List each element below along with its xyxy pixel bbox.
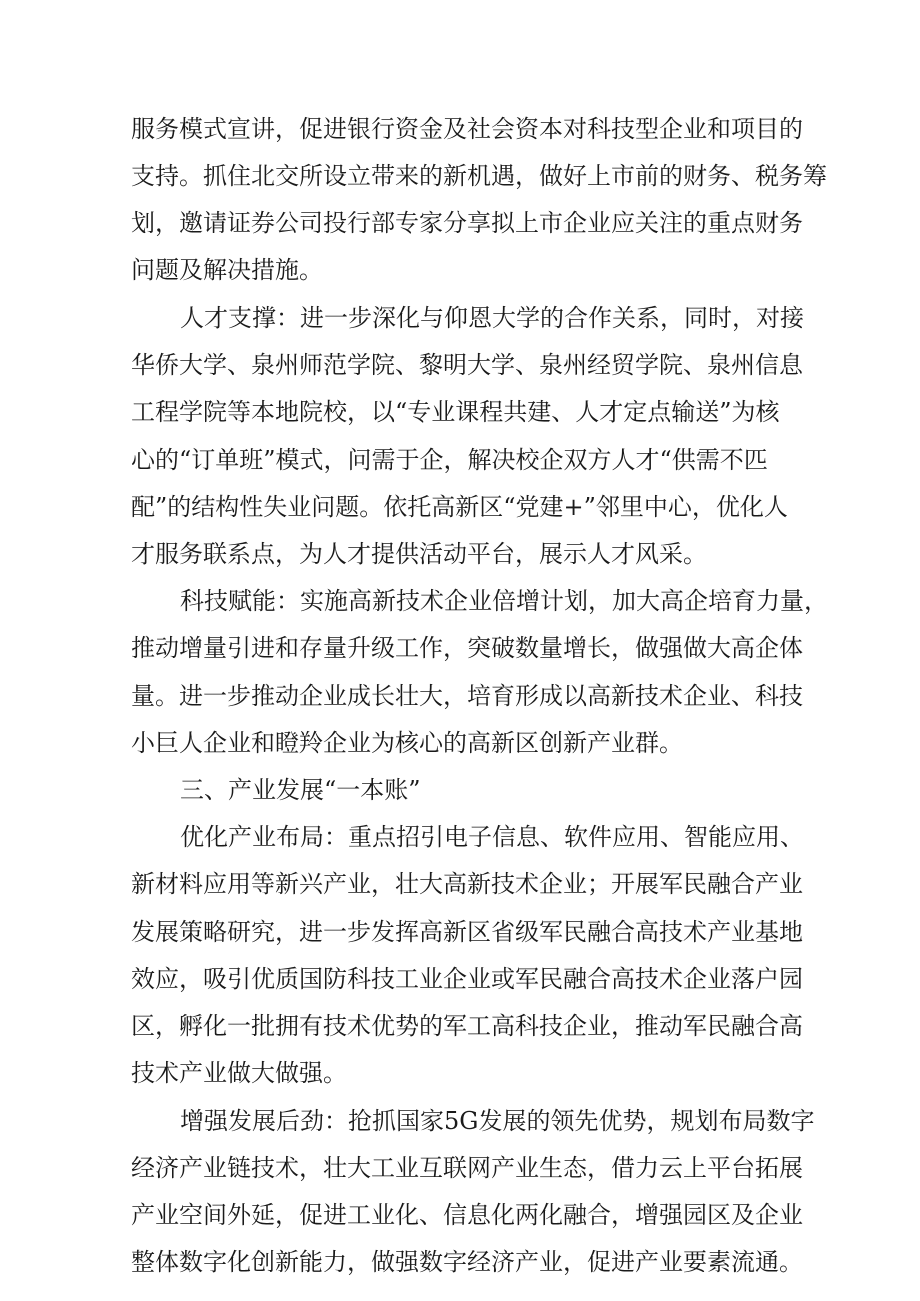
section-heading: 三、产业发展“一本账” — [180, 776, 421, 804]
paragraph-3-line-1: 科技赋能：实施高新技术企业倍增计划，加大高企培育力量， — [180, 587, 828, 615]
paragraph-5-line-2: 经济产业链技术，壮大工业互联网产业生态，借力云上平台拓展 — [131, 1154, 803, 1182]
paragraph-2-line-6: 才服务联系点，为人才提供活动平台，展示人才风采。 — [131, 540, 707, 568]
paragraph-2-line-1: 人才支撑：进一步深化与仰恩大学的合作关系，同时，对接 — [180, 304, 804, 332]
paragraph-2-line-5: 配”的结构性失业问题。依托高新区“党建+”邻里中心，优化人 — [131, 493, 788, 521]
paragraph-3-line-2: 推动增量引进和存量升级工作，突破数量增长，做强做大高企体 — [131, 634, 803, 662]
paragraph-1-line-4: 问题及解决措施。 — [131, 256, 323, 284]
paragraph-4-line-5: 区，孵化一批拥有技术优势的军工高科技企业，推动军民融合高 — [131, 1012, 803, 1040]
paragraph-5-line-4: 整体数字化创新能力，做强数字经济产业，促进产业要素流通。 — [131, 1248, 803, 1276]
paragraph-2-line-4: 心的“订单班”模式，问需于企，解决校企双方人才“供需不匹 — [131, 446, 768, 474]
paragraph-2-line-2: 华侨大学、泉州师范学院、黎明大学、泉州经贸学院、泉州信息 — [131, 351, 803, 379]
paragraph-4-line-4: 效应，吸引优质国防科技工业企业或军民融合高技术企业落户园 — [131, 965, 803, 993]
paragraph-4-line-6: 技术产业做大做强。 — [131, 1059, 347, 1087]
paragraph-5-line-1: 增强发展后劲：抢抓国家5G发展的领先优势，规划布局数字 — [180, 1107, 815, 1135]
paragraph-2-line-3: 工程学院等本地院校，以“专业课程共建、人才定点输送”为核 — [131, 398, 780, 426]
paragraph-4-line-3: 发展策略研究，进一步发挥高新区省级军民融合高技术产业基地 — [131, 918, 803, 946]
paragraph-1-line-2: 支持。抓住北交所设立带来的新机遇，做好上市前的财务、税务筹 — [131, 162, 827, 190]
paragraph-3-line-3: 量。进一步推动企业成长壮大，培育形成以高新技术企业、科技 — [131, 682, 803, 710]
paragraph-4-line-2: 新材料应用等新兴产业，壮大高新技术企业；开展军民融合产业 — [131, 870, 803, 898]
paragraph-3-line-4: 小巨人企业和瞪羚企业为核心的高新区创新产业群。 — [131, 729, 683, 757]
paragraph-4-line-1: 优化产业布局：重点招引电子信息、软件应用、智能应用、 — [180, 823, 804, 851]
paragraph-1-line-3: 划，邀请证券公司投行部专家分享拟上市企业应关注的重点财务 — [131, 209, 803, 237]
paragraph-5-line-3: 产业空间外延，促进工业化、信息化两化融合，增强园区及企业 — [131, 1201, 803, 1229]
paragraph-1-line-1: 服务模式宣讲，促进银行资金及社会资本对科技型企业和项目的 — [131, 115, 803, 143]
